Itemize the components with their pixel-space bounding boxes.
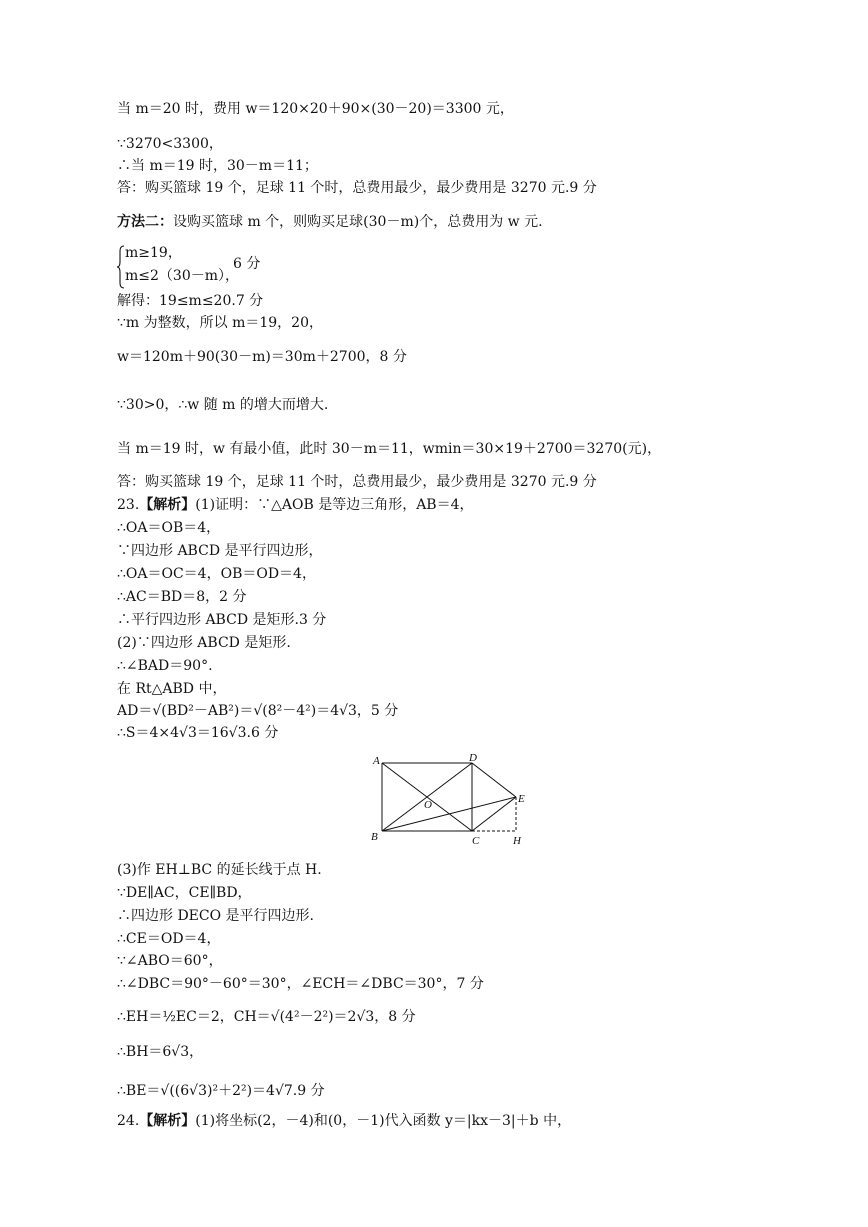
segment-be [382,797,516,831]
q23-part3-line: ∵∠ABO＝60°， [117,953,223,969]
text-line: 答：购买篮球 19 个，足球 11 个时，总费用最少，最少费用是 3270 元.9 分 [117,180,597,196]
q24-tag: 【解析】 [139,1113,196,1129]
q23-line: (2)∵四边形 ABCD 是矩形. [117,635,291,651]
text-line: 当 m＝20 时，费用 w＝120×20＋90×(30－20)＝3300 元， [117,101,514,117]
text-line: 答：购买篮球 19 个，足球 11 个时，总费用最少，最少费用是 3270 元.9 分 [117,474,597,490]
text-line: ∴当 m＝19 时，30－m＝11； [117,158,318,174]
q23-part3-line: (3)作 EH⊥BC 的延长线于点 H. [117,862,322,878]
text-line: ∵3270<3300， [117,136,223,152]
q23-line-0: (1)证明：∵△AOB 是等边三角形，AB＝4， [195,497,474,513]
label-e: E [518,793,525,805]
method2-line [117,213,543,231]
q23-part3-line: ∴BE＝√((6√3)²＋2²)＝4√7.9 分 [117,1083,325,1099]
system-score: 6 分 [233,256,261,272]
label-b: B [371,831,378,843]
inequality-system [117,244,317,290]
q24-heading [117,1112,571,1130]
q23-number: 23. [117,497,140,513]
q23-part3-line: ∴∠DBC＝90°－60°＝30°，∠ECH＝∠DBC＝30°，7 分 [117,976,484,992]
q23-line: ∴∠BAD＝90°. [117,658,213,674]
q24-number: 24. [117,1113,140,1129]
text-line: 解得：19≤m≤20.7 分 [117,293,264,309]
text-line: ∵m 为整数，所以 m＝19，20， [117,315,323,331]
text-line: 当 m＝19 时，w 有最小值，此时 30－m＝11，wmin＝30×19＋2700＝3270(元)， [117,441,662,457]
method2-heading: 方法二： [117,214,173,230]
q23-line: ∴OA＝OB＝4， [117,520,221,536]
label-h: H [513,835,521,847]
system-brace [117,245,125,289]
system-line-1: m≥19， [125,245,182,261]
label-o: O [424,799,432,811]
segment-de [472,763,516,797]
label-c: C [472,835,480,847]
q23-line: AD＝√(BD²－AB²)＝√(8²－4²)＝4√3，5 分 [117,703,399,719]
q23-line: 在 Rt△ABD 中， [117,681,227,697]
q23-part3-line: ∵DE∥AC，CE∥BD， [117,885,252,901]
q23-line: ∴平行四边形 ABCD 是矩形.3 分 [117,612,327,628]
q23-part3-line: ∴EH＝½EC＝2，CH＝√(4²－2²)＝2√3，8 分 [117,1009,416,1025]
q23-tag: 【解析】 [139,497,196,513]
q23-line: ∴AC＝BD＝8，2 分 [117,589,247,605]
q23-heading [117,496,474,514]
q23-part3-line: ∴CE＝OD＝4， [117,931,221,947]
system-line-2: m≤2（30－m）， [125,268,240,284]
q23-part3-line: ∴BH＝6√3， [117,1044,204,1060]
q24-text: (1)将坐标(2，－4)和(0，－1)代入函数 y＝|kx－3|＋b 中， [195,1113,572,1129]
text-line: w＝120m＋90(30－m)＝30m＋2700，8 分 [117,349,407,365]
q23-line: ∴OA＝OC＝4，OB＝OD＝4， [117,566,316,582]
label-a: A [373,755,380,767]
rectangle-figure [368,752,543,848]
method2-text: 设购买篮球 m 个，则购买足球(30－m)个，总费用为 w 元. [173,214,543,230]
q23-part3-line: ∴四边形 DECO 是平行四边形. [117,908,314,924]
q23-line: ∵四边形 ABCD 是平行四边形， [117,543,323,559]
label-d: D [469,752,477,764]
text-line: ∵30>0，∴w 随 m 的增大而增大. [117,397,329,413]
q23-line: ∴S＝4×4√3＝16√3.6 分 [117,725,279,741]
